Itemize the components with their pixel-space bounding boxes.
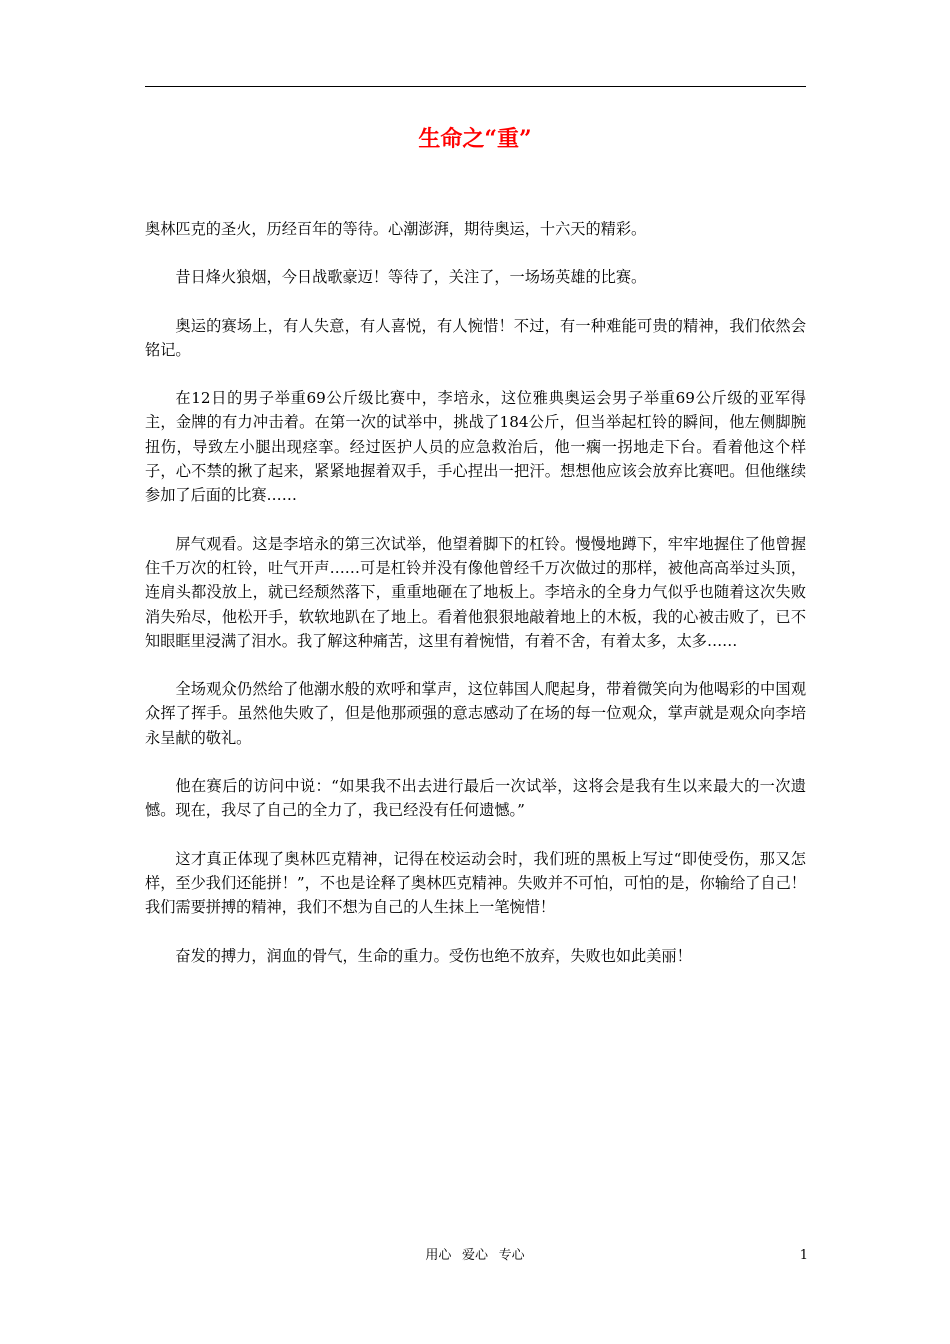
page-title: 生命之“重”: [418, 126, 532, 152]
paragraph-7: 他在赛后的访问中说：“如果我不出去进行最后一次试举，这将会是我有生以来最大的一次遗憾。现在，我尽了自己的全力了，我已经没有任何遗憾。”: [145, 777, 806, 820]
paragraph-2: 昔日烽火狼烟，今日战歌豪迈！等待了，关注了，一场场英雄的比赛。: [175, 268, 647, 287]
footer-slogan: 用心 爱心 专心: [425, 1248, 525, 1263]
paragraph-1: 奥林匹克的圣火，历经百年的等待。心潮澎湃，期待奥运，十六天的精彩。: [145, 220, 647, 238]
paragraph-4: 在12日的男子举重69公斤级比赛中，李培永，这位雅典奥运会男子举重69公斤级的亚军得主，金牌的有力冲击着。在第一次的试举中，挑战了184公斤，但当举起杠铃的瞬间，他左侧脚腕扭伤，导致左小腿出现痉挛。经过医护人员的应急救治后，他一瘸一拐地走下台。看着他这个样子，心不禁的揪了起来，紧紧地握着双手，手心捏出一把汗。想想他应该会放弃比赛吧。但他继续参加了后面的比赛……: [145, 389, 806, 505]
paragraph-9: 奋发的搏力，润血的骨气，生命的重力。受伤也绝不放弃，失败也如此美丽！: [175, 946, 692, 965]
paragraph-8: 这才真正体现了奥林匹克精神，记得在校运动会时，我们班的黑板上写过“即使受伤，那又怎样，至少我们还能拼！”，不也是诠释了奥林匹克精神。失败并不可怕，可怕的是，你输给了自己！我们需要拼搏的精神，我们不想为自己的人生抹上一笔惋惜！: [145, 849, 806, 917]
page-number: 1: [799, 1248, 808, 1263]
paragraph-5: 屏气观看。这是李培永的第三次试举，他望着脚下的杠铃。慢慢地蹲下，牢牢地握住了他曾握住千万次的杠铃，吐气开声……可是杠铃并没有像他曾经千万次做过的那样，被他高高举过头顶，连肩头都没放上，就已经颓然落下，重重地砸在了地板上。李培永的全身力气似乎也随着这次失败消失殆尽，他松开手，软软地趴在了地上。看着他狠狠地敲着地上的木板，我的心被击败了，已不知眼眶里浸满了泪水。我了解这种痛苦，这里有着惋惜，有着不舍，有着太多，太多……: [145, 534, 806, 650]
paragraph-6: 全场观众仍然给了他潮水般的欢呼和掌声，这位韩国人爬起身，带着微笑向为他喝彩的中国观众挥了挥手。虽然他失败了，但是他那顽强的意志感动了在场的每一位观众，掌声就是观众向李培永呈献的敬礼。: [145, 680, 806, 747]
article-body: [145, 217, 806, 992]
paragraph-3: 奥运的赛场上，有人失意，有人喜悦，有人惋惜！不过，有一种难能可贵的精神，我们依然会铭记。: [145, 316, 806, 359]
header-rule: [145, 86, 806, 87]
